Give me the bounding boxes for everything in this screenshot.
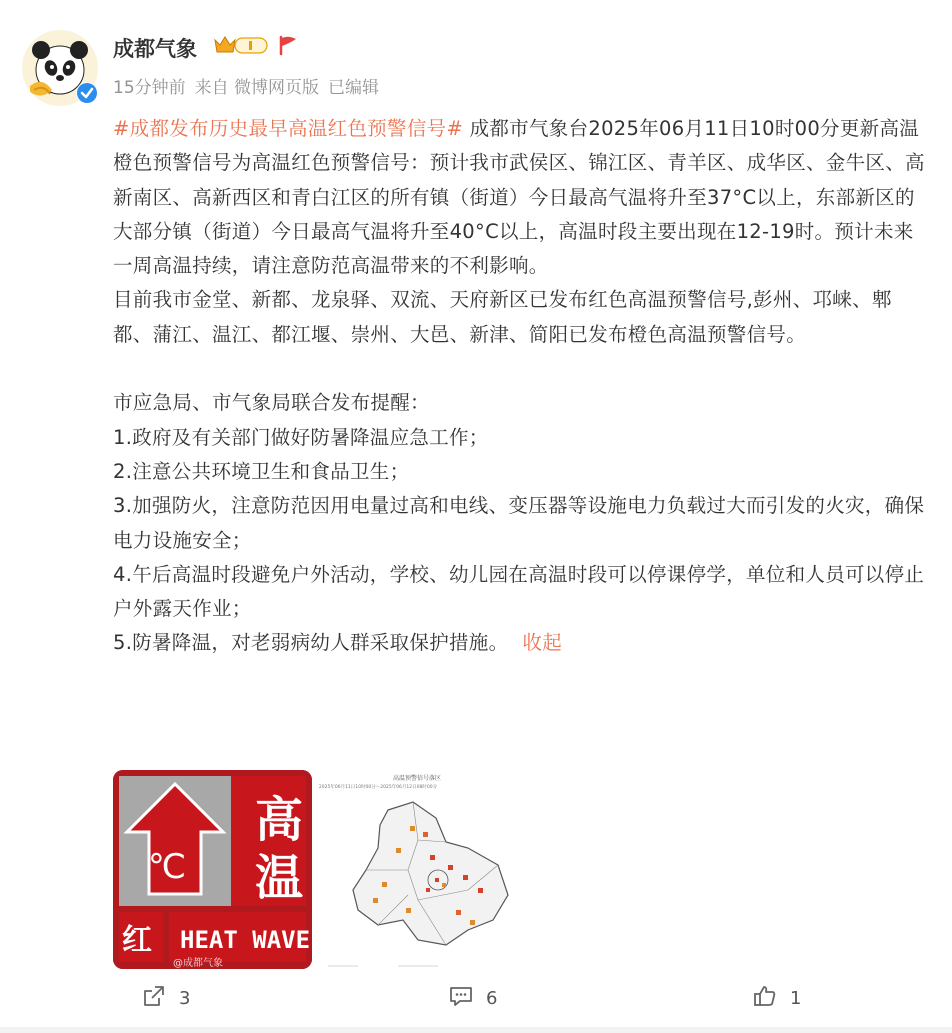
heat-wave-label: HEAT WAVE [180, 926, 311, 954]
post-body-text: 成都市气象台2025年06月11日10时00分更新高温橙色预警信号为高温红色预警信号：预计我市武侯区、锦江区、青羊区、成华区、金牛区、高新南区、高新西区和青白江区的所有镇（街道）今日最高气温将升至37°C以上，东部新区的大部分镇（街道）今日最高气温将升至40°C以上，高温时段主要出现在12-19时。预计未来一周高温持续，请注意防范高温带来的不利影响。 [113, 117, 925, 278]
warning-level: 红 [122, 923, 152, 958]
post-time[interactable]: 15分钟前 [113, 78, 186, 98]
post-paragraph-1 [113, 112, 929, 283]
celsius-unit: ℃ [147, 847, 187, 887]
post-divider [0, 1027, 952, 1033]
notice-item: 4.午后高温时段避免户外活动，学校、幼儿园在高温时段可以停课停学，单位和人员可以停止户外露天作业； [113, 562, 925, 621]
notice-item: 2.注意公共环境卫生和食品卫生； [113, 459, 410, 483]
share-count: 3 [179, 988, 191, 1009]
hashtag-link[interactable]: #成都发布历史最早高温红色预警信号# [113, 117, 464, 140]
like-count: 1 [790, 988, 802, 1009]
post-paragraph-2: 目前我市金堂、新都、龙泉驿、双流、天府新区已发布红色高温预警信号,彭州、邛崃、郫都、蒲江、温江、都江堰、崇州、大邑、新津、简阳已发布橙色高温预警信号。 [113, 288, 892, 346]
collapse-link[interactable]: 收起 [522, 631, 563, 655]
action-bar [0, 983, 952, 1017]
username[interactable]: 成都气象 [113, 37, 197, 61]
edited-label[interactable]: 已编辑 [328, 78, 380, 98]
like-button[interactable] [752, 983, 801, 1014]
share-button[interactable] [141, 983, 190, 1014]
flag-icon[interactable] [277, 34, 299, 60]
map-subtitle: 2025年06月11日10时00分～2025年06月12日08时00分 [318, 785, 438, 790]
notice-item: 3.加强防火，注意防范因用电量过高和电线、变压器等设施电力负载过大而引发的火灾，确保电力设施安全； [113, 494, 925, 552]
notice-title: 市应急局、市气象局联合发布提醒： [113, 391, 430, 415]
thumbs-up-icon [752, 983, 778, 1014]
blank-line [113, 352, 929, 386]
post-meta [113, 73, 379, 98]
warning-area-map-image[interactable] [318, 770, 517, 969]
notice-item: 1.政府及有关部门做好防暑降温应急工作； [113, 425, 489, 449]
comment-icon [448, 983, 474, 1014]
heat-warning-sign-image[interactable] [113, 770, 312, 969]
notice-item-last [113, 626, 929, 660]
comment-count: 6 [486, 988, 498, 1009]
comment-button[interactable] [448, 983, 497, 1014]
user-badges [213, 34, 299, 60]
watermark: @成都气象 [173, 958, 223, 969]
notice-item: 5.防暑降温，对老弱病幼人群采取保护措施。 [113, 631, 509, 655]
verified-icon [76, 82, 98, 104]
post-source: 来自 微博网页版 [194, 78, 320, 98]
share-icon [141, 983, 167, 1014]
map-title: 高温预警信号落区 [392, 775, 442, 782]
post-content [113, 112, 929, 661]
crown-badge-icon[interactable] [213, 34, 269, 60]
warning-char-1: 高 [254, 792, 304, 848]
warning-char-2: 温 [254, 850, 304, 906]
